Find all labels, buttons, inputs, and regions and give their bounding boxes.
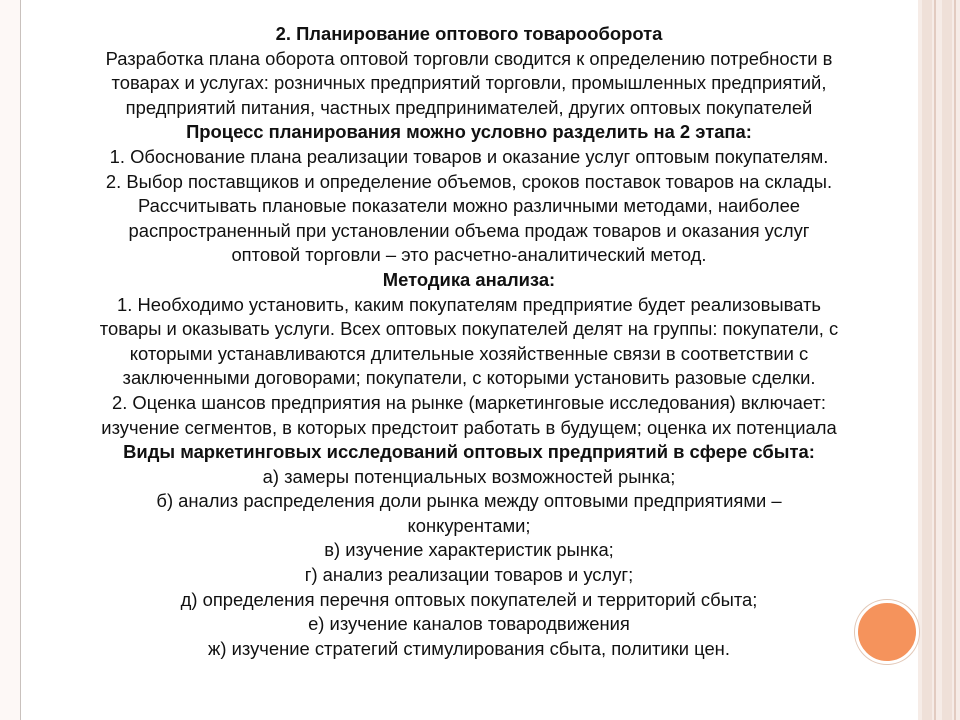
- text-line: 1. Необходимо установить, каким покупателям предприятие будет реализовывать: [117, 293, 821, 315]
- subheading-analysis-method: Методика анализа:: [382, 268, 556, 290]
- text-line: Рассчитывать плановые показатели можно различными методами, наиболее: [137, 195, 801, 217]
- text-line: предприятий питания, частных предпринимателей, других оптовых покупателей: [125, 96, 813, 118]
- text-line: товары и оказывать услуги. Всех оптовых покупателей делят на группы: покупатели, с: [99, 318, 839, 340]
- list-item: а) замеры потенциальных возможностей рынка;: [262, 465, 676, 487]
- list-item: ж) изучение стратегий стимулирования сбыта, политики цен.: [208, 637, 730, 659]
- list-item: г) анализ реализации товаров и услуг;: [304, 564, 634, 586]
- list-item: д) определения перечня оптовых покупателей и территорий сбыта;: [180, 588, 758, 610]
- text-line: товарах и услугах: розничных предприятий торговли, промышленных предприятий,: [111, 72, 827, 94]
- text-line: 2. Оценка шансов предприятия на рынке (маркетинговые исследования) включает:: [111, 391, 826, 413]
- text-line: Разработка плана оборота оптовой торговли сводится к определению потребности в: [105, 47, 833, 69]
- heading-section-title: 2. Планирование оптового товарооборота: [275, 23, 663, 44]
- list-item: б) анализ распределения доли рынка между оптовыми предприятиями –: [156, 490, 782, 512]
- subheading-planning-process: Процесс планирования можно условно разделить на 2 этапа:: [186, 121, 752, 143]
- decorative-side-stripe: [918, 0, 960, 720]
- slide-body-text: [30, 22, 908, 661]
- text-line: которыми устанавливаются длительные хозяйственные связи в соответствии с: [129, 342, 809, 364]
- list-item: конкурентами;: [407, 514, 531, 536]
- list-item: е) изучение каналов товародвижения: [308, 613, 630, 635]
- list-item: в) изучение характеристик рынка;: [324, 539, 614, 561]
- text-line: распространенный при установлении объема продаж товаров и оказания услуг: [128, 219, 810, 241]
- subheading-marketing-research-types: Виды маркетинговых исследований оптовых предприятий в сфере сбыта:: [123, 441, 815, 463]
- text-line: изучение сегментов, в которых предстоит работать в будущем; оценка их потенциала: [101, 416, 837, 438]
- text-line: 2. Выбор поставщиков и определение объемов, сроков поставок товаров на склады.: [105, 170, 833, 192]
- text-line: оптовой торговли – это расчетно-аналитический метод.: [231, 244, 707, 266]
- text-line: заключенными договорами; покупатели, с которыми установить разовые сделки.: [122, 367, 816, 389]
- text-line: 1. Обоснование плана реализации товаров и оказание услуг оптовым покупателям.: [109, 145, 829, 167]
